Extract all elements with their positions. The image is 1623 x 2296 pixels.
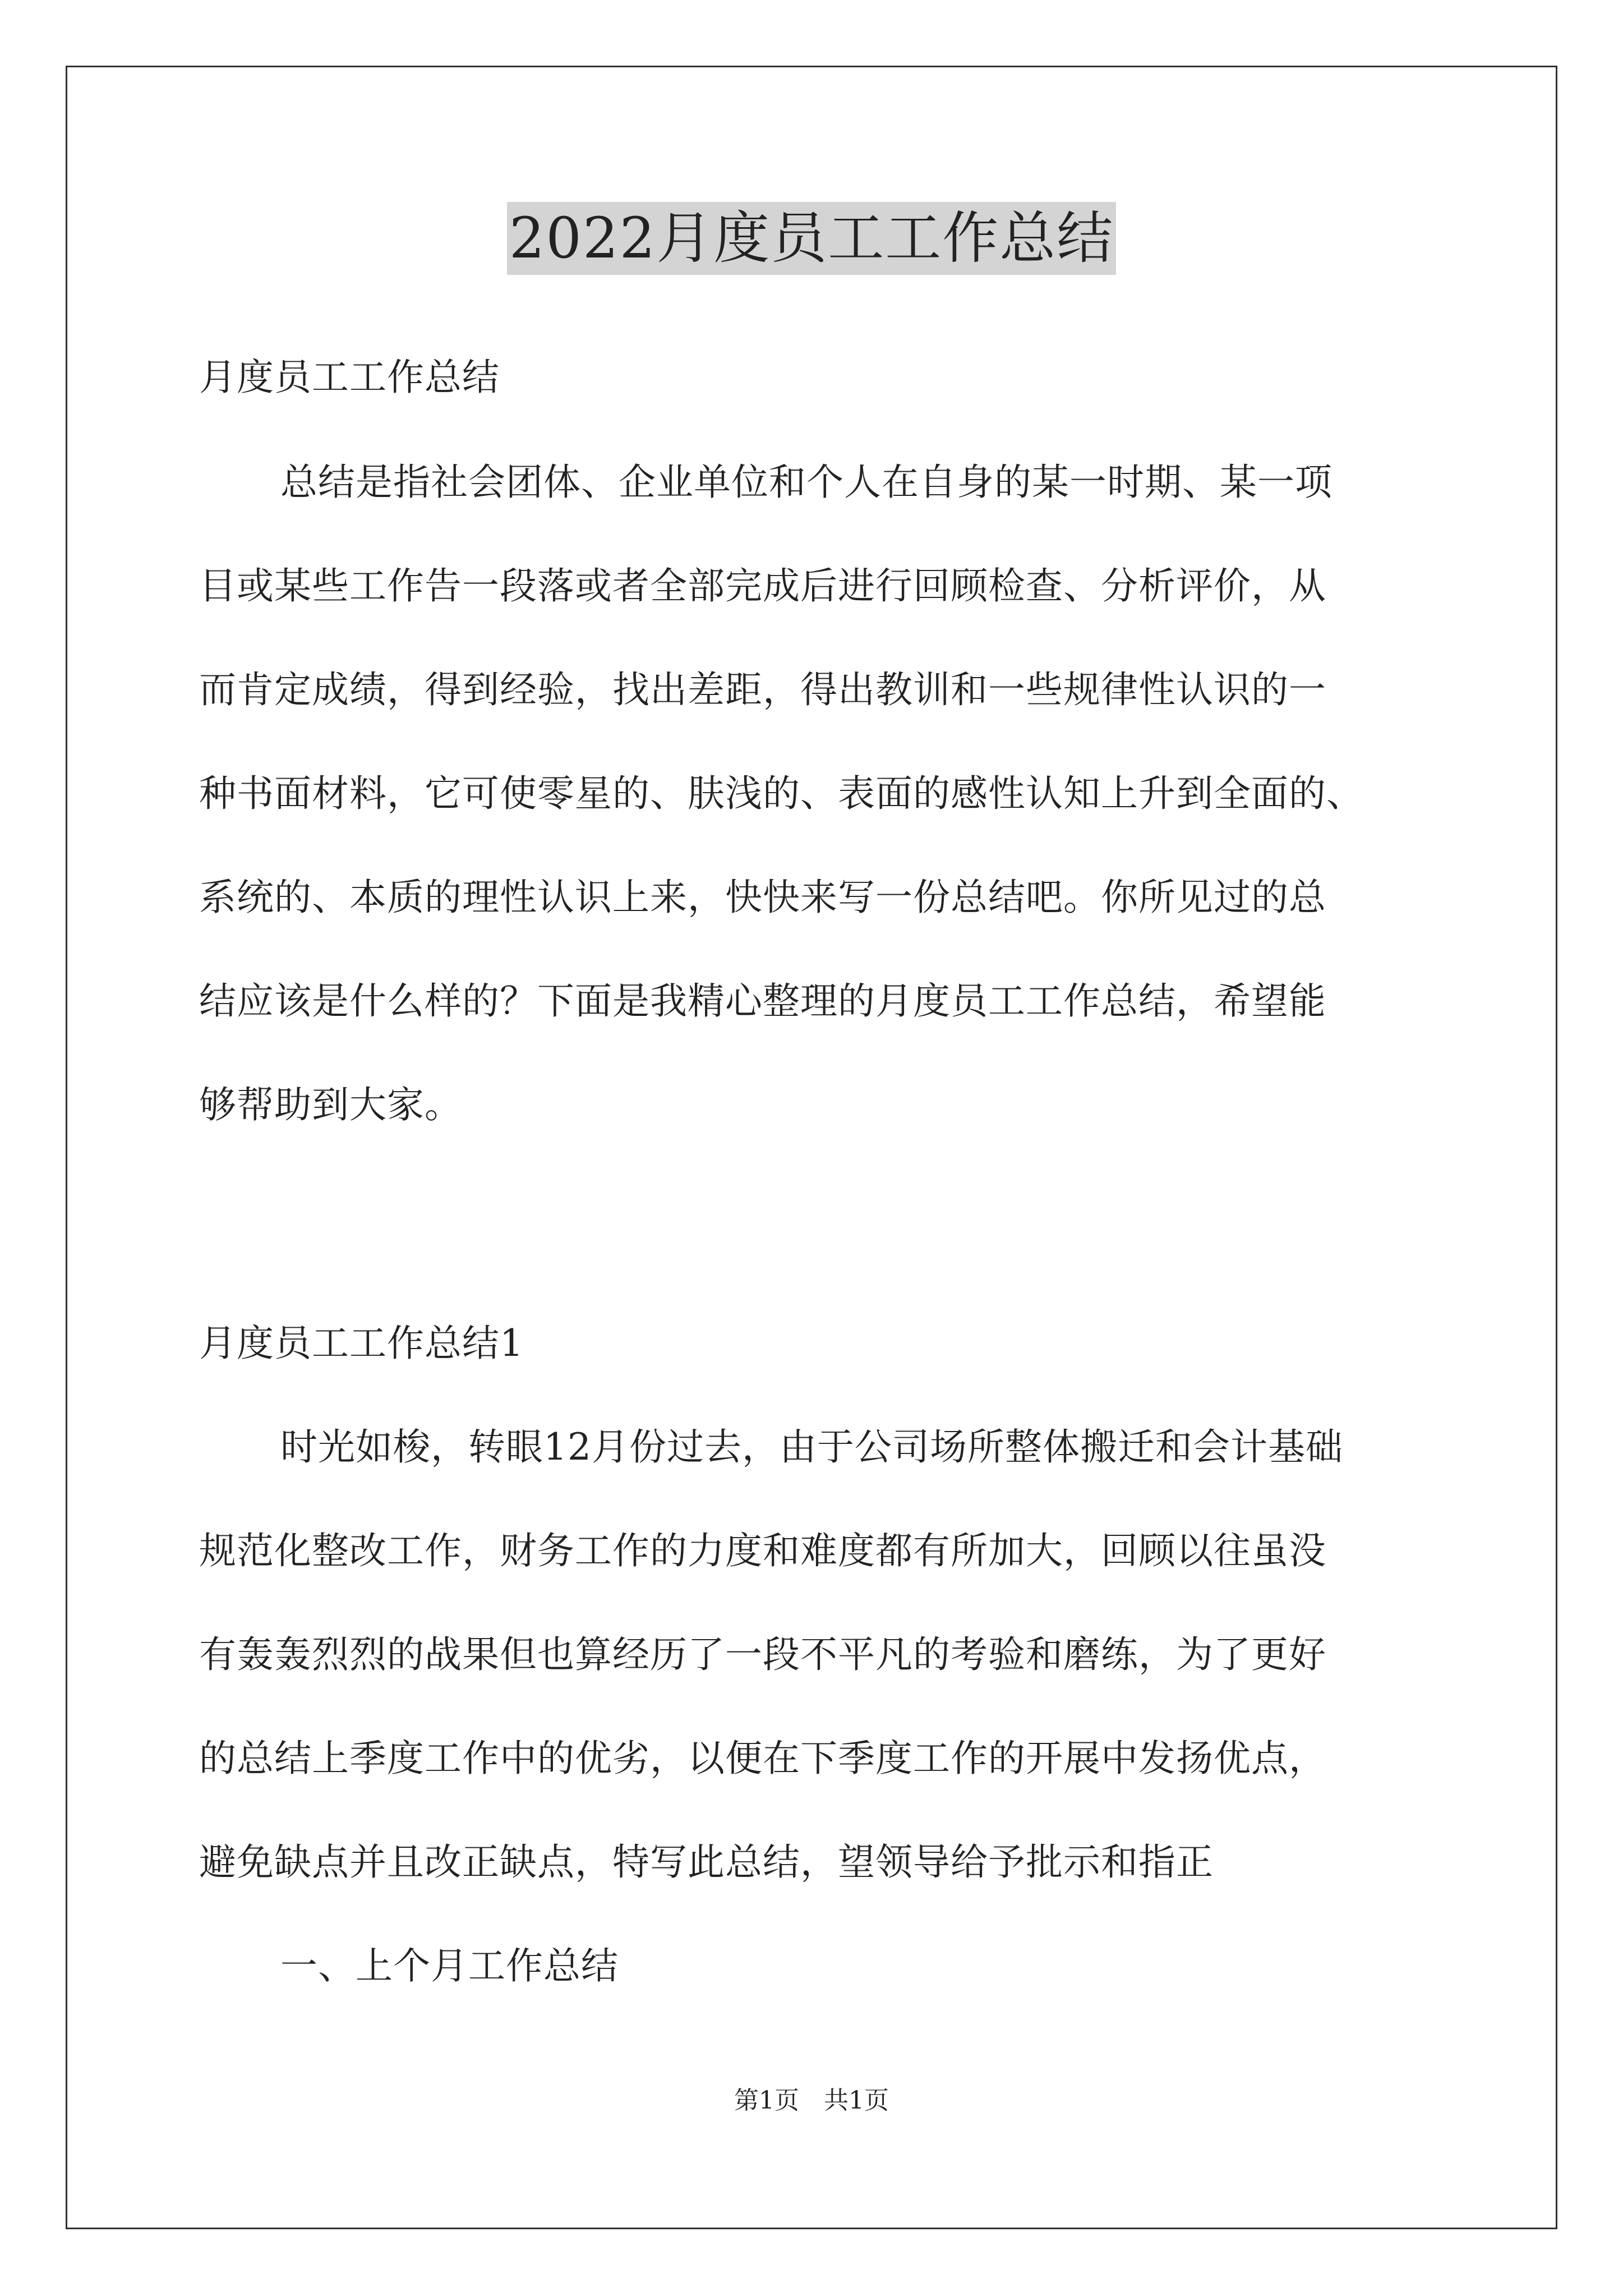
paragraph-line: 目或某些工作告一段落或者全部完成后进行回顾检查、分析评价，从 (199, 564, 1326, 608)
paragraph-line: 总结是指社会团体、企业单位和个人在自身的某一时期、某一项 (280, 461, 1332, 504)
title-container (0, 202, 1623, 275)
page-number-footer: 第1页 共1页 (734, 2086, 889, 2115)
paragraph-line: 的总结上季度工作中的优劣，以便在下季度工作的开展中发扬优点， (199, 1737, 1326, 1780)
paragraph-line: 结应该是什么样的？下面是我精心整理的月度员工工作总结，希望能 (199, 979, 1326, 1023)
paragraph-line: 而肯定成绩，得到经验，找出差距，得出教训和一些规律性认识的一 (199, 668, 1326, 711)
paragraph-line: 规范化整改工作，财务工作的力度和难度都有所加大，回顾以往虽没 (199, 1529, 1326, 1572)
paragraph-line: 时光如梭，转眼12月份过去，由于公司场所整体搬迁和会计基础 (280, 1425, 1343, 1469)
paragraph-line: 有轰轰烈烈的战果但也算经历了一段不平凡的考验和磨练，为了更好 (199, 1633, 1326, 1676)
paragraph-line: 够帮助到大家。 (199, 1083, 462, 1126)
paragraph-line: 种书面材料，它可使零星的、肤浅的、表面的感性认知上升到全面的、 (199, 772, 1364, 815)
paragraph-line: 系统的、本质的理性认识上来，快快来写一份总结吧。你所见过的总 (199, 876, 1326, 919)
paragraph-line: 避免缺点并且改正缺点，特写此总结，望领导给予批示和指正 (199, 1841, 1214, 1884)
subsection-heading: 一、上个月工作总结 (280, 1944, 619, 1987)
section-heading: 月度员工工作总结1 (199, 1322, 524, 1365)
section-heading: 月度员工工作总结 (199, 356, 500, 399)
document-title: 2022月度员工工作总结 (507, 202, 1117, 275)
